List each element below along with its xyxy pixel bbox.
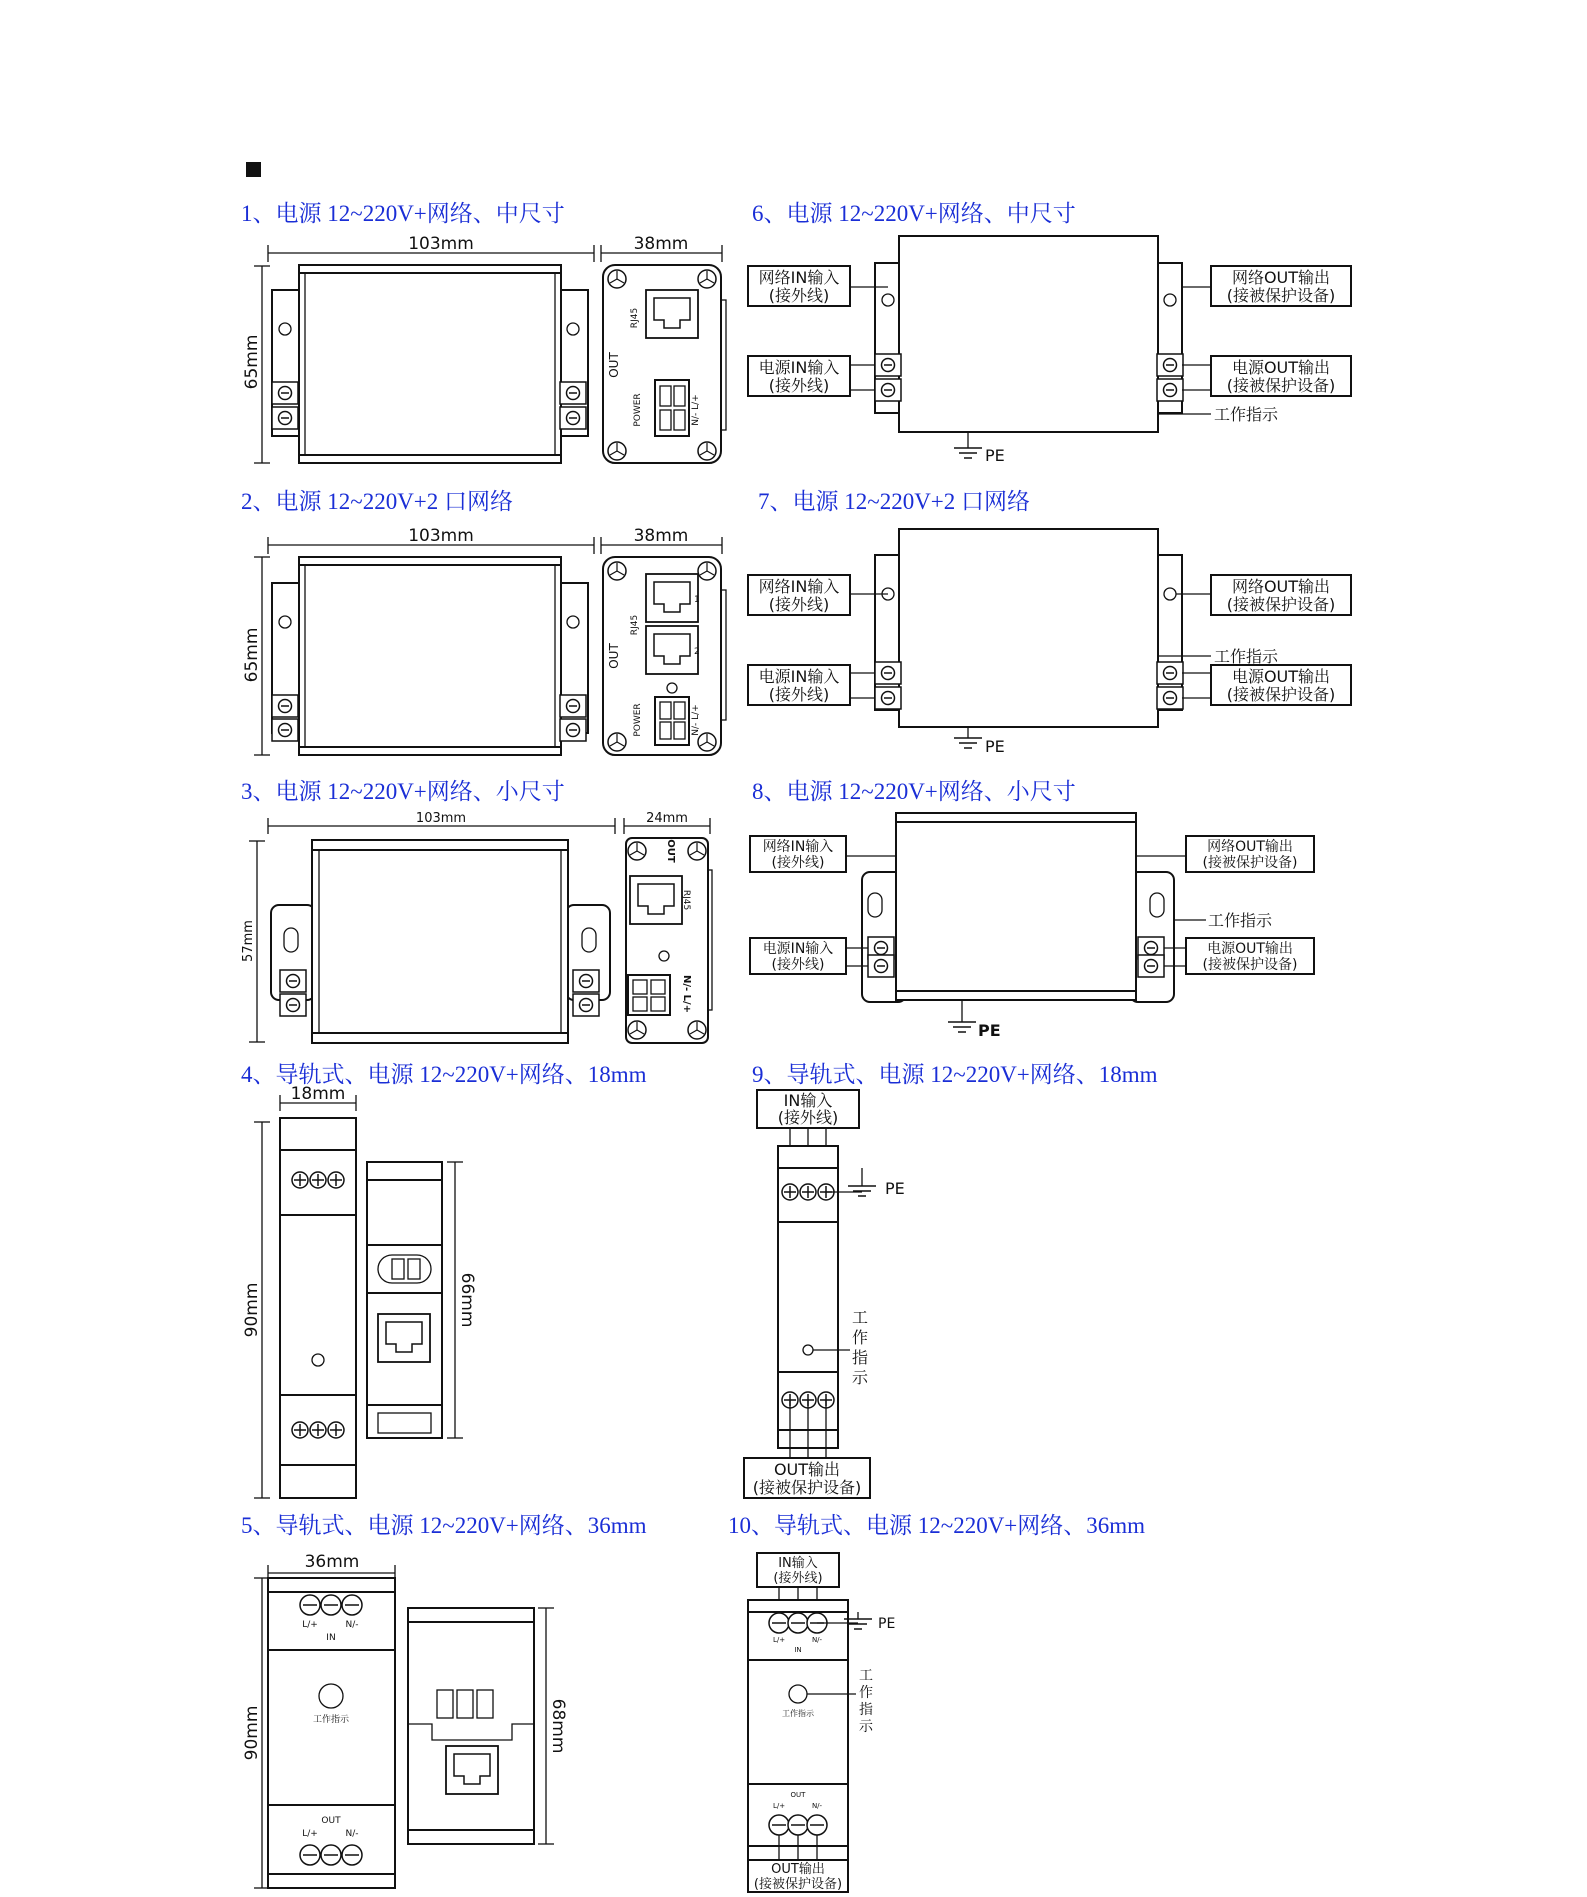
pwr-in-label: 电源IN输入: [758, 358, 840, 377]
l-plus-label: L/+: [772, 1802, 786, 1810]
pe-label: PE: [985, 446, 1005, 465]
panel-out-label: OUT: [607, 643, 621, 669]
diagram-1-medium-body: [242, 234, 594, 463]
dim-24mm: 24mm: [646, 811, 688, 826]
panel-polarity-label: N/- L/+: [681, 974, 692, 1014]
ext-line-label: (接外线): [771, 957, 825, 973]
dim-65mm: 65mm: [242, 334, 262, 390]
work-char-1: 工: [851, 1308, 869, 1327]
section-title-1: 1、电源 12~220V+网络、中尺寸: [241, 201, 565, 226]
dim-103mm: 103mm: [408, 526, 474, 546]
dim-36mm: 36mm: [304, 1552, 360, 1572]
pe-label: PE: [985, 737, 1005, 756]
panel-rj45-label: RJ45: [630, 307, 640, 329]
in-input-label: IN输入: [783, 1091, 833, 1110]
dim-90mm: 90mm: [242, 1705, 262, 1761]
work-indicator-label: 工作指示: [1208, 911, 1273, 930]
panel-out-label: OUT: [665, 839, 676, 863]
diagram-8-wiring: [750, 813, 1314, 1040]
dim-18mm: 18mm: [290, 1084, 346, 1104]
l-plus-label: L/+: [302, 1620, 318, 1630]
diagram-3-side-panel: [624, 811, 712, 1043]
pwr-in-label: 电源IN输入: [762, 941, 834, 957]
net-out-label: 网络OUT输出: [1231, 577, 1331, 596]
out-output-label: OUT输出: [771, 1862, 825, 1877]
net-out-label: 网络OUT输出: [1207, 839, 1293, 855]
out-label: OUT: [790, 1791, 806, 1799]
net-in-label: 网络IN输入: [762, 839, 834, 855]
port-2-label: 2: [694, 647, 700, 657]
work-char-3: 指: [851, 1348, 869, 1367]
net-in-label: 网络IN输入: [758, 577, 840, 596]
out-output-label: OUT输出: [773, 1460, 841, 1479]
diagram-3-small-body: [241, 811, 615, 1043]
dim-90mm: 90mm: [242, 1282, 262, 1338]
diagram-2-body: [242, 526, 594, 755]
dim-103mm: 103mm: [408, 234, 474, 254]
work-char-4: 示: [859, 1719, 873, 1735]
l-plus-label: L/+: [302, 1829, 318, 1839]
diagram-1-side-panel: [601, 234, 726, 463]
section-title-7: 7、电源 12~220V+2 口网络: [758, 489, 1031, 514]
in-input-label: IN输入: [778, 1556, 818, 1571]
work-indicator-label: 工作指示: [312, 1715, 350, 1725]
ext-line-label: (接外线): [771, 855, 825, 871]
section-title-2: 2、电源 12~220V+2 口网络: [241, 489, 514, 514]
dim-57mm: 57mm: [241, 920, 256, 962]
dim-38mm: 38mm: [633, 526, 689, 546]
diagram-9-wiring: [744, 1090, 905, 1498]
net-out-label: 网络OUT输出: [1231, 268, 1331, 287]
work-char-2: 作: [859, 1685, 873, 1701]
in-label: IN: [326, 1633, 336, 1643]
ext-line-label: (接外线): [768, 376, 830, 395]
n-minus-label: N/-: [811, 1802, 823, 1810]
n-minus-label: N/-: [345, 1829, 359, 1839]
panel-power-label: POWER: [633, 703, 643, 737]
diagram-5-din-36mm: [242, 1552, 568, 1888]
diagram-4-din-18mm: [242, 1084, 477, 1498]
protected-device-label: (接被保护设备): [1202, 957, 1298, 973]
protected-device-label: (接被保护设备): [1226, 595, 1336, 614]
section-title-5: 5、导轨式、电源 12~220V+网络、36mm: [241, 1513, 647, 1538]
protected-device-label: (接被保护设备): [752, 1478, 862, 1497]
panel-power-label: POWER: [633, 393, 643, 427]
pe-label: PE: [878, 1616, 896, 1632]
section-title-6: 6、电源 12~220V+网络、中尺寸: [752, 201, 1076, 226]
ext-line-label: (接外线): [773, 1571, 823, 1586]
protected-device-label: (接被保护设备): [1226, 376, 1336, 395]
n-minus-label: N/-: [811, 1636, 823, 1644]
section-title-3: 3、电源 12~220V+网络、小尺寸: [241, 779, 565, 804]
section-title-10: 10、导轨式、电源 12~220V+网络、36mm: [728, 1513, 1146, 1538]
section-title-9: 9、导轨式、电源 12~220V+网络、18mm: [752, 1062, 1158, 1087]
ext-line-label: (接外线): [768, 286, 830, 305]
out-label: OUT: [321, 1816, 341, 1826]
protected-device-label: (接被保护设备): [1226, 685, 1336, 704]
panel-polarity-label: N/- L/+: [691, 394, 701, 426]
diagram-2-side-panel: [601, 526, 726, 755]
diagram-7-wiring: [748, 529, 1351, 756]
net-in-label: 网络IN输入: [758, 268, 840, 287]
diagram-6-wiring: [748, 236, 1351, 465]
dim-38mm: 38mm: [633, 234, 689, 254]
port-1-label: 1: [694, 595, 700, 605]
work-indicator-label: 工作指示: [782, 1709, 814, 1718]
work-char-1: 工: [859, 1668, 873, 1684]
pe-label: PE: [978, 1021, 1001, 1040]
in-label: IN: [794, 1646, 802, 1654]
pe-label: PE: [885, 1179, 905, 1198]
work-char-3: 指: [859, 1702, 873, 1718]
l-plus-label: L/+: [772, 1636, 786, 1644]
section-title-4: 4、导轨式、电源 12~220V+网络、18mm: [241, 1062, 647, 1087]
protected-device-label: (接被保护设备): [1226, 286, 1336, 305]
panel-out-label: OUT: [607, 352, 621, 378]
ext-line-label: (接外线): [768, 595, 830, 614]
work-char-4: 示: [851, 1368, 869, 1387]
protected-device-label: (接被保护设备): [753, 1877, 843, 1892]
pwr-out-label: 电源OUT输出: [1207, 941, 1293, 957]
pwr-out-label: 电源OUT输出: [1231, 667, 1331, 686]
panel-rj45-label: RJ45: [681, 889, 691, 911]
pwr-out-label: 电源OUT输出: [1231, 358, 1331, 377]
panel-polarity-label: N/- L/+: [691, 704, 701, 736]
work-char-2: 作: [851, 1328, 869, 1347]
dim-66mm: 66mm: [457, 1272, 477, 1328]
work-indicator-label: 工作指示: [1214, 647, 1279, 666]
pwr-in-label: 电源IN输入: [758, 667, 840, 686]
n-minus-label: N/-: [345, 1620, 359, 1630]
work-indicator-label: 工作指示: [1214, 405, 1279, 424]
dim-103mm: 103mm: [415, 811, 467, 826]
dim-65mm: 65mm: [242, 627, 262, 683]
protected-device-label: (接被保护设备): [1202, 855, 1298, 871]
ext-line-label: (接外线): [768, 685, 830, 704]
diagram-10-wiring: [748, 1553, 895, 1892]
panel-rj45-label: RJ45: [630, 614, 640, 636]
ext-line-label: (接外线): [777, 1108, 839, 1127]
section-title-8: 8、电源 12~220V+网络、小尺寸: [752, 779, 1076, 804]
dim-68mm: 68mm: [548, 1698, 568, 1754]
